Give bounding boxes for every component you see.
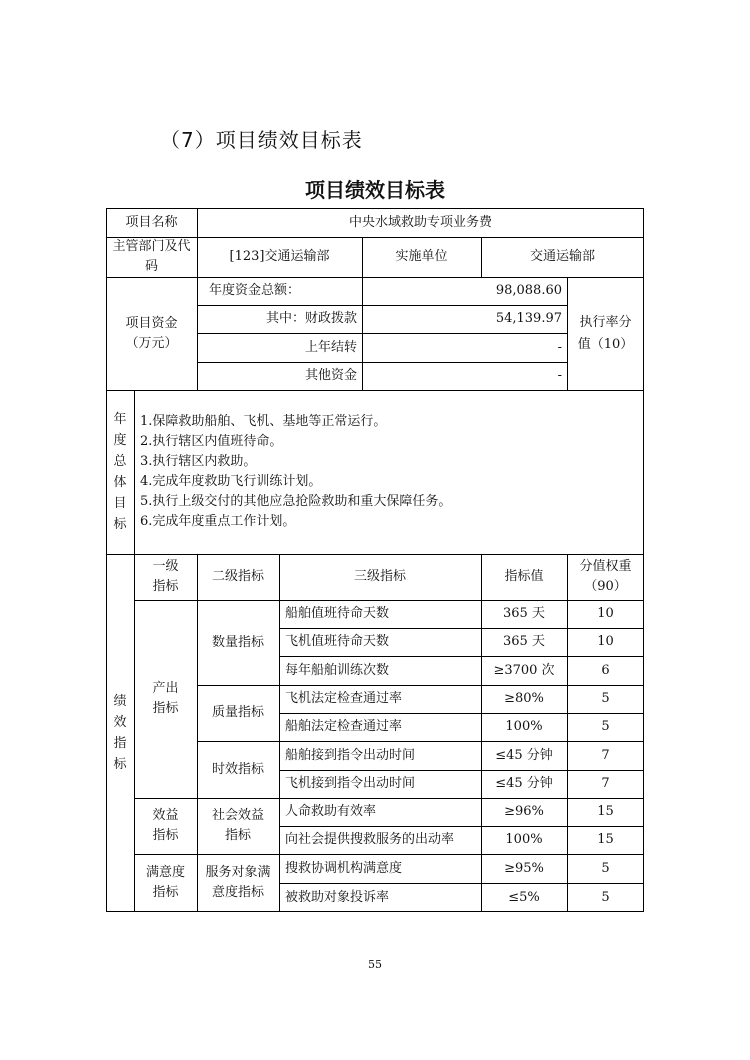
indicator-value: 365 天 [503, 606, 545, 621]
timeliness-indicator-label: 时效指标 [211, 761, 264, 777]
table-title: 项目绩效目标表 [305, 178, 445, 202]
indicator-name: 被救助对象投诉率 [285, 889, 390, 905]
indicator-weight: 5 [601, 691, 610, 706]
output-indicator-label: 产出指标 [152, 681, 179, 716]
funds-total-value: 98,088.60 [495, 283, 562, 298]
indicator-value: ≤45 分钟 [495, 747, 553, 763]
annual-goal-item: 1.保障救助船舶、飞机、基地等正常运行。 [140, 414, 387, 429]
indicator-name: 船舶值班待命天数 [285, 606, 390, 621]
section-heading: （7）项目绩效目标表 [160, 128, 363, 152]
annual-goal-item: 5.执行上级交付的其他应急抢险救助和重大保障任务。 [140, 494, 452, 509]
indicator-name: 船舶法定检查通过率 [285, 719, 403, 734]
quality-indicator-label: 质量指标 [211, 705, 264, 720]
indicators-label: 绩效指标 [113, 694, 127, 772]
indicator-weight: 5 [601, 719, 610, 734]
funds-other-label: 其他资金 [304, 368, 357, 383]
quantity-indicator-label: 数量指标 [211, 634, 264, 650]
benefit-indicator-label: 效益指标 [152, 808, 179, 843]
indicator-value: ≥96% [504, 804, 544, 819]
indicator-value: ≤45 分钟 [495, 776, 553, 791]
indicator-name: 飞机法定检查通过率 [285, 691, 403, 706]
indicator-weight: 7 [601, 747, 610, 763]
funds-total-label: 年度资金总额： [209, 283, 301, 298]
service-satisfaction-indicator-label: 服务对象满意度指标 [205, 865, 271, 900]
funds-fiscal-label: 其中：财政拨款 [265, 311, 357, 326]
annual-goals-list [140, 412, 451, 532]
indicator-value: ≥95% [504, 860, 544, 876]
header-level1: 一级指标 [152, 559, 179, 594]
annual-goal-item: 2.执行辖区内值班待命。 [140, 434, 283, 449]
indicator-weight: 7 [601, 776, 610, 791]
indicator-name: 飞机值班待命天数 [285, 634, 390, 649]
annual-goals-label-cell [106, 390, 134, 554]
dept-value: [123]交通运输部 [229, 249, 330, 264]
execution-rate-label: 执行率分值（10） [577, 314, 634, 352]
satisfaction-indicator-label: 满意度指标 [145, 865, 185, 900]
funds-carryover-value: - [557, 339, 562, 355]
page-number: 55 [368, 958, 382, 971]
indicator-name: 搜救协调机构满意度 [285, 860, 403, 876]
annual-goal-item: 4.完成年度救助飞行训练计划。 [140, 474, 322, 489]
indicator-value: ≤5% [508, 889, 540, 905]
social-benefit-indicator-label: 社会效益指标 [211, 808, 264, 843]
indicator-weight: 15 [597, 832, 614, 847]
header-value: 指标值 [504, 569, 544, 584]
indicator-name: 向社会提供搜救服务的出动率 [285, 832, 455, 847]
indicator-value: 100% [505, 719, 543, 734]
header-weight: 分值权重（90） [579, 559, 632, 594]
indicator-name: 人命救助有效率 [285, 804, 377, 819]
annual-goal-item: 6.完成年度重点工作计划。 [140, 514, 296, 529]
funds-other-value: - [557, 368, 562, 383]
indicator-weight: 5 [601, 889, 610, 905]
header-level2: 二级指标 [211, 569, 264, 584]
annual-goal-item: 3.执行辖区内救助。 [140, 454, 257, 469]
funds-label: 项目资金（万元） [125, 315, 178, 351]
indicator-value: ≥3700 次 [493, 662, 555, 678]
indicator-weight: 10 [597, 606, 614, 621]
dept-label: 主管部门及代码 [112, 239, 191, 274]
indicator-weight: 15 [597, 804, 614, 819]
indicator-name: 船舶接到指令出动时间 [285, 747, 416, 763]
indicator-value: 365 天 [503, 634, 545, 649]
indicator-name: 飞机接到指令出动时间 [285, 776, 416, 791]
indicator-weight: 10 [597, 634, 614, 649]
impl-value: 交通运输部 [529, 249, 595, 264]
indicator-value: ≥80% [504, 691, 544, 706]
indicator-weight: 5 [601, 860, 610, 876]
funds-carryover-label: 上年结转 [304, 339, 357, 355]
funds-fiscal-value: 54,139.97 [495, 311, 562, 326]
indicator-name: 每年船舶训练次数 [285, 662, 390, 678]
header-level3: 三级指标 [353, 569, 406, 584]
indicator-weight: 6 [601, 662, 610, 678]
indicators-label-cell [106, 554, 134, 912]
annual-goals-label: 年度总体目标 [113, 412, 127, 532]
project-name-label: 项目名称 [125, 214, 178, 230]
indicator-value: 100% [505, 832, 543, 847]
impl-label: 实施单位 [395, 249, 448, 264]
project-name-value: 中央水域救助专项业务费 [348, 214, 492, 230]
